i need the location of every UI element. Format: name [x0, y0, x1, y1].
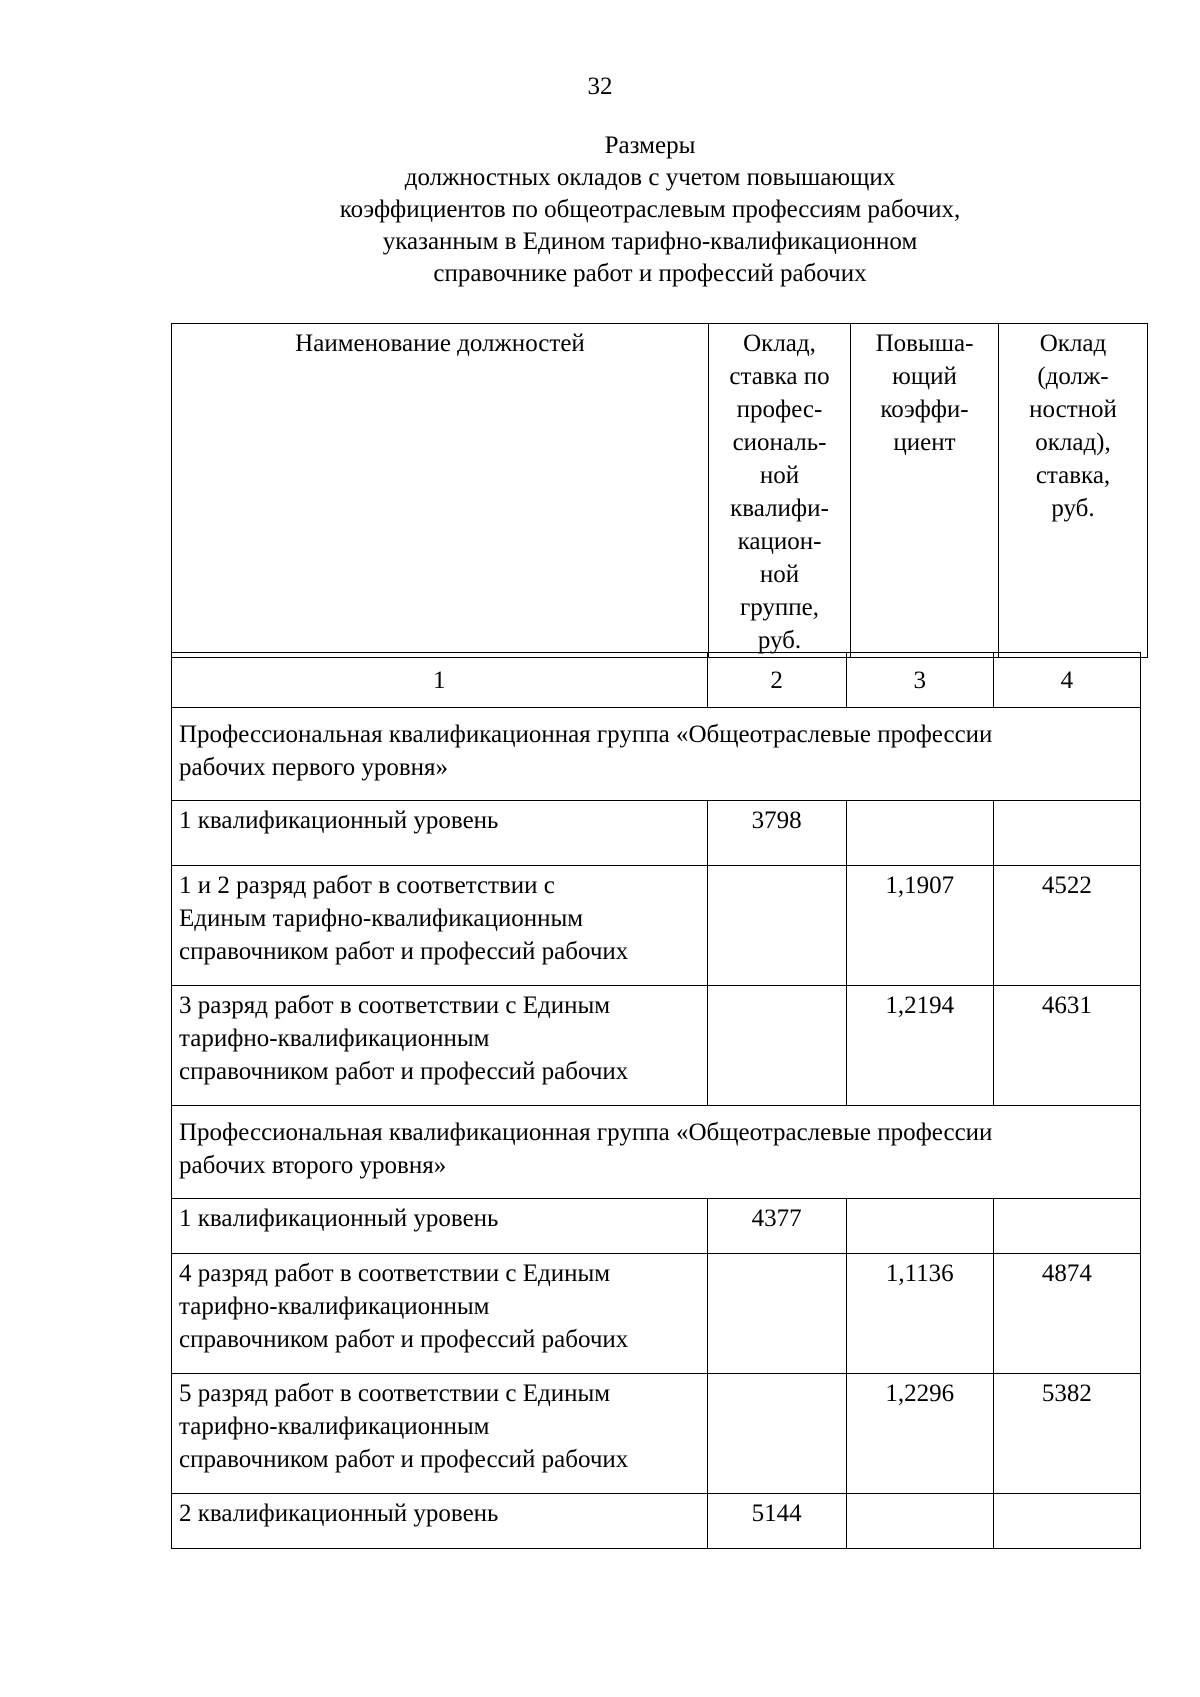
position-name	[172, 1374, 708, 1494]
header-line: Оклад,	[743, 330, 816, 357]
page-number: 32	[587, 73, 613, 100]
header-line: профес-	[736, 396, 823, 423]
header-final-salary	[999, 324, 1148, 658]
base-salary: 4377	[707, 1199, 846, 1254]
name-line: тарифно-квалификационным	[179, 1025, 490, 1052]
column-number: 4	[993, 653, 1140, 708]
base-salary: 3798	[707, 801, 846, 866]
header-base-salary	[709, 324, 851, 658]
name-line: справочником работ и профессий рабочих	[179, 938, 629, 965]
column-number: 3	[846, 653, 993, 708]
header-line: руб.	[757, 627, 802, 654]
group-title-line: Профессиональная квалификационная группа «Общеотраслевые профессии	[179, 1119, 993, 1146]
base-salary: 5144	[707, 1494, 846, 1549]
group-title-line: Профессиональная квалификационная группа «Общеотраслевые профессии	[179, 721, 993, 748]
name-line: 3 разряд работ в соответствии с Единым	[179, 992, 611, 1019]
table-row	[172, 801, 1141, 866]
header-line: оклад),	[1035, 429, 1111, 456]
final-salary: 4522	[993, 866, 1140, 986]
salary-table	[171, 652, 1141, 1549]
empty-cell	[707, 1254, 846, 1374]
group-title	[172, 708, 1141, 801]
coefficient: 1,1136	[846, 1254, 993, 1374]
name-line: 5 разряд работ в соответствии с Единым	[179, 1380, 611, 1407]
final-salary: 4631	[993, 986, 1140, 1106]
title-line: Размеры	[604, 132, 696, 159]
header-line: руб.	[1051, 495, 1095, 522]
header-line: Оклад	[1039, 330, 1107, 357]
title-line: коэффициентов по общеотраслевым профессиям рабочих,	[339, 196, 961, 223]
name-line: справочником работ и профессий рабочих	[179, 1446, 629, 1473]
table-row	[172, 866, 1141, 986]
name-line: 1 и 2 разряд работ в соответствии с	[179, 872, 555, 899]
level-name: 1 квалификационный уровень	[172, 1199, 708, 1254]
final-salary: 5382	[993, 1374, 1140, 1494]
header-coefficient	[851, 324, 999, 658]
header-line: ставка по	[729, 363, 830, 390]
header-line: ной	[759, 561, 800, 588]
empty-cell	[846, 801, 993, 866]
header-line: квалифи-	[730, 495, 829, 522]
table-row	[172, 1374, 1141, 1494]
name-line: справочником работ и профессий рабочих	[179, 1058, 629, 1085]
table-header	[171, 323, 1148, 658]
header-line: кацион-	[737, 528, 822, 555]
empty-cell	[993, 1494, 1140, 1549]
header-line: группе,	[739, 594, 820, 621]
group-title-line: рабочих первого уровня»	[179, 754, 449, 781]
table-row	[172, 986, 1141, 1106]
empty-cell	[707, 1374, 846, 1494]
table-row	[172, 1494, 1141, 1549]
title-line: справочнике работ и профессий рабочих	[433, 260, 867, 287]
name-line: справочником работ и профессий рабочих	[179, 1326, 629, 1353]
title-line: должностных окладов с учетом повышающих	[404, 164, 896, 191]
name-line: тарифно-квалификационным	[179, 1413, 490, 1440]
name-line: тарифно-квалификационным	[179, 1293, 490, 1320]
header-line: коэффи-	[880, 396, 969, 423]
empty-cell	[707, 986, 846, 1106]
column-numbers-row	[172, 653, 1141, 708]
header-line: сиональ-	[732, 429, 827, 456]
empty-cell	[993, 1199, 1140, 1254]
coefficient: 1,2296	[846, 1374, 993, 1494]
header-line: Повыша-	[875, 330, 974, 357]
empty-cell	[846, 1494, 993, 1549]
level-name: 2 квалификационный уровень	[172, 1494, 708, 1549]
coefficient: 1,1907	[846, 866, 993, 986]
header-line: ставка,	[1035, 462, 1111, 489]
header-line: циент	[893, 429, 956, 456]
group-title-line: рабочих второго уровня»	[179, 1152, 447, 1179]
position-name	[172, 1254, 708, 1374]
title-line: указанным в Едином тарифно-квалификационном	[382, 228, 918, 255]
column-number: 2	[707, 653, 846, 708]
column-number: 1	[172, 653, 708, 708]
header-line: ной	[759, 462, 800, 489]
group-row	[172, 708, 1141, 801]
table-row	[172, 1254, 1141, 1374]
table-row	[172, 1199, 1141, 1254]
header-line: ющий	[892, 363, 957, 390]
name-line: 4 разряд работ в соответствии с Единым	[179, 1260, 611, 1287]
header-position-name: Наименование должностей	[172, 324, 709, 658]
header-line: (долж-	[1037, 363, 1109, 390]
name-line: Единым тарифно-квалификационным	[179, 905, 584, 932]
group-title	[172, 1106, 1141, 1199]
level-name: 1 квалификационный уровень	[172, 801, 708, 866]
empty-cell	[707, 866, 846, 986]
document-title	[200, 130, 1100, 290]
empty-cell	[993, 801, 1140, 866]
header-line: ностной	[1029, 396, 1117, 423]
coefficient: 1,2194	[846, 986, 993, 1106]
group-row	[172, 1106, 1141, 1199]
position-name	[172, 866, 708, 986]
final-salary: 4874	[993, 1254, 1140, 1374]
position-name	[172, 986, 708, 1106]
empty-cell	[846, 1199, 993, 1254]
